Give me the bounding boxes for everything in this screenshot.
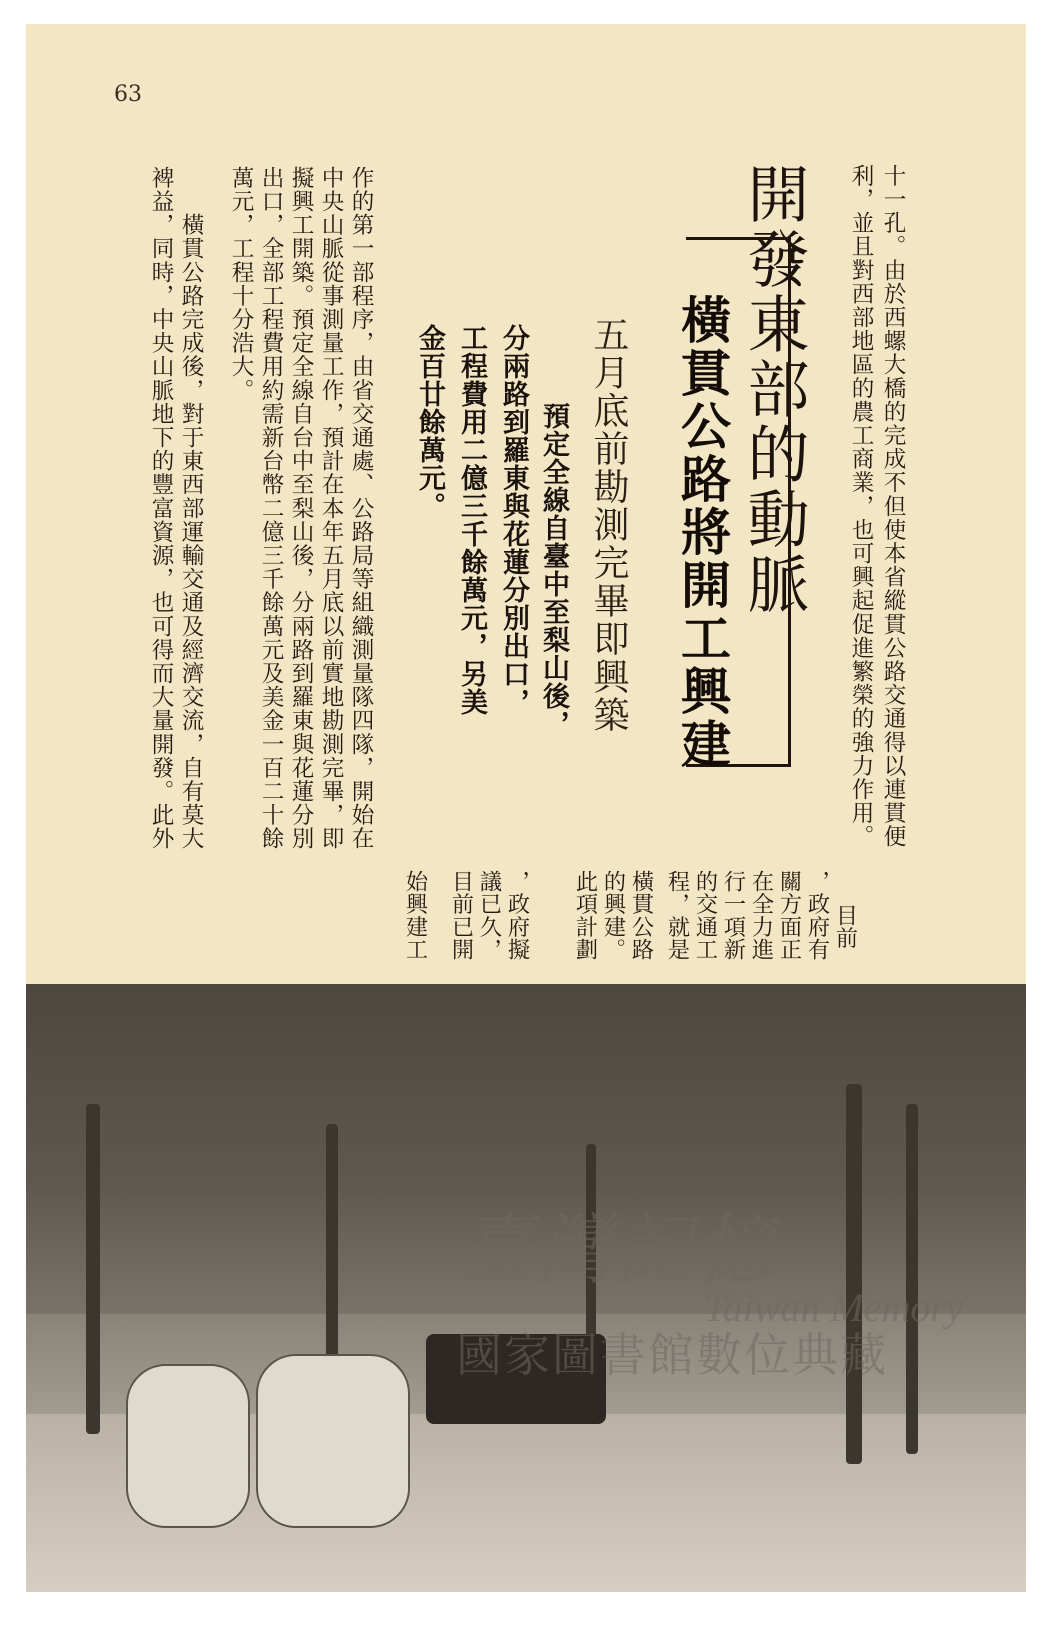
short-column-4: 在全力進 [748,870,774,961]
photo-road-roller-drum [256,1354,410,1528]
short-column-6: 的交通工 [692,870,718,961]
short-column-7: 程，就是 [664,870,690,961]
short-column-12: 議已久， [476,870,502,961]
body-column-left-6: 橫貫公路完成後，對于東西部運輸交通及經濟交流，自有莫大 [178,166,204,851]
body-column-left-3: 擬興工開築。預定全線自台中至梨山後，分兩路到羅東與花蓮分別 [288,166,314,851]
short-column-2: ，政府有 [804,870,830,961]
short-column-10: 此項計劃 [572,870,598,961]
short-column-14: 始興建工 [402,870,428,961]
body-column-left-2: 中央山脈從事測量工作，預計在本年五月底以前實地勘測完畢，即 [318,166,344,851]
body-column-right-2: 利，並且對西部地區的農工商業，也可興起促進繁榮的強力作用。 [848,164,874,849]
photo-tree-trunk [846,1084,862,1464]
page-number: 63 [114,82,142,107]
short-column-13: 目前已開 [448,870,474,961]
road-roller-photo [26,984,1026,1592]
body-column-left-4: 出口，全部工程費用約需新台幣二億三千餘萬元及美金一百二十餘 [258,166,284,851]
body-column-left-5: 萬元，工程十分浩大。 [228,166,254,402]
short-column-8: 橫貫公路 [628,870,654,961]
subhead-1: 預定全線自臺中至梨山後， [538,402,569,738]
document-page [26,24,1026,1592]
photo-road-roller-drum [126,1364,250,1528]
subhead-4: 金百廿餘萬元。 [414,324,445,520]
photo-tree-trunk [86,1104,100,1434]
body-column-left-7: 裨益，同時，中央山脈地下的豐富資源，也可得而大量開發。此外 [148,166,174,851]
photo-tree-trunk [906,1104,918,1454]
body-column-right-1: 十一孔。由於西螺大橋的完成不但使本省縱貫公路交通得以連貫便 [880,164,906,849]
short-column-5: 行一項新 [720,870,746,961]
short-column-9: 的興建。 [600,870,626,961]
watermark-org: 國家圖書館數位典藏 [456,1328,888,1382]
watermark-logo: 臺灣記憶 [456,1205,776,1294]
subhead-3: 工程費用二億三千餘萬元，另美 [456,324,487,716]
headline: 橫貫公路將開工興建 [673,294,732,771]
body-column-left-1: 作的第一部程序，由省交通處、公路局等組織測量隊四隊，開始在 [348,166,374,851]
short-column-11: ，政府擬 [504,870,530,961]
short-column-3: 關方面正 [776,870,802,961]
subhead-2: 分兩路到羅東與花蓮分別出口， [498,324,529,716]
short-column-1: 目前 [832,904,858,950]
subtitle: 五月底前勘測完畢即興築 [588,316,629,734]
main-title: 開發東部的動脈 [737,162,810,617]
watermark-english: Taiwan Memory [704,1285,964,1330]
